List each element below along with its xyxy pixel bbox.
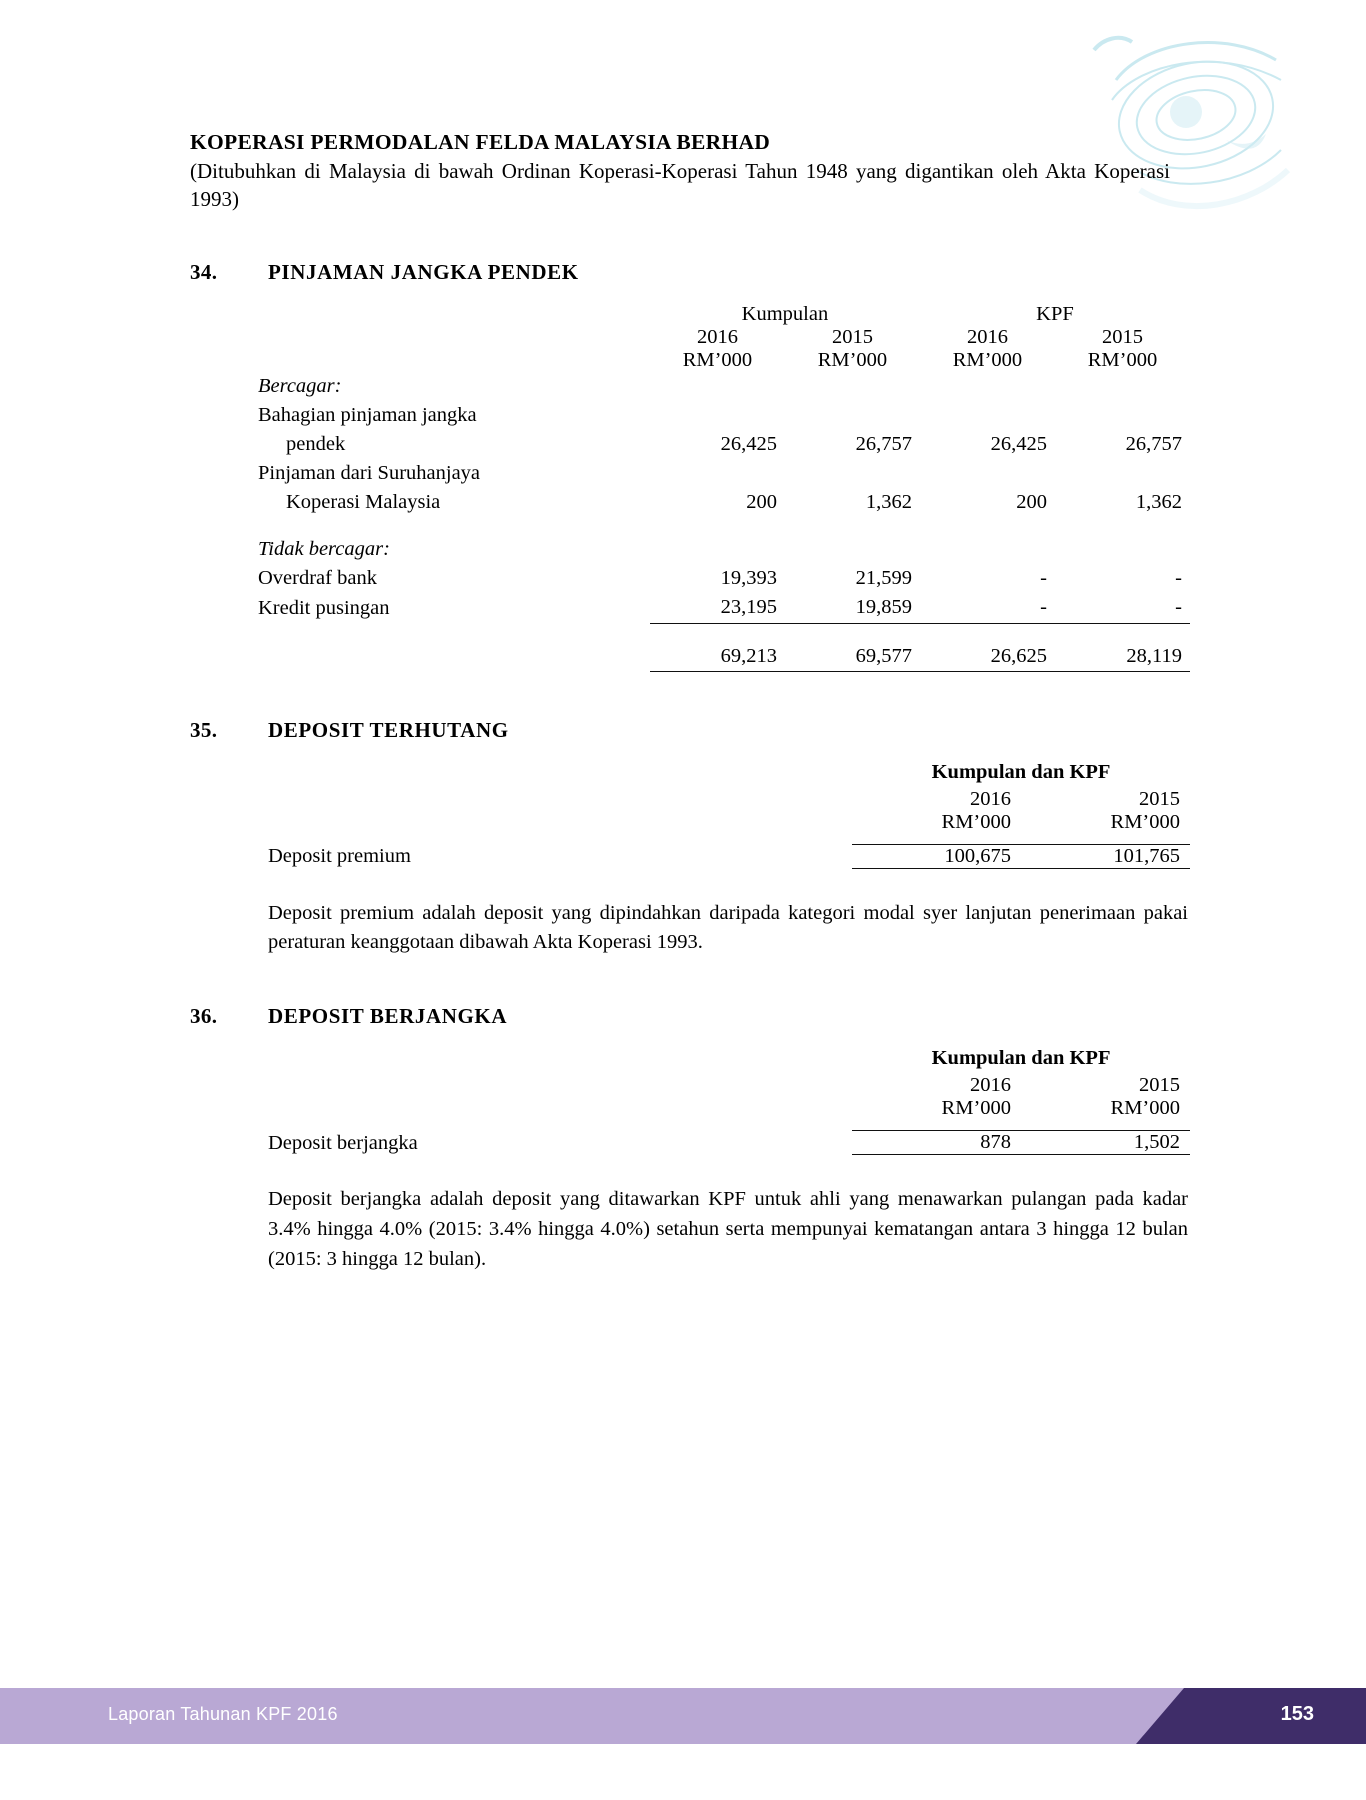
- deposit-premium-label: Deposit premium: [268, 845, 411, 868]
- total-row: [190, 642, 1190, 672]
- empty-cell: [190, 623, 650, 642]
- table-row: [190, 1131, 1190, 1155]
- empty-cell: [785, 517, 920, 535]
- year-header-4: 2015: [1101, 325, 1143, 348]
- year-header-2: 2015: [1139, 1074, 1180, 1097]
- row-3-value-1: 19,393: [720, 567, 777, 590]
- deposit-berjangka-value-2015: 1,502: [1021, 1131, 1190, 1155]
- table-row: [190, 459, 1190, 488]
- empty-cell: [1055, 517, 1190, 535]
- year-header-2: 2015: [831, 325, 873, 348]
- year-header-1: 2016: [970, 787, 1012, 810]
- row-1-label-line1: Bahagian pinjaman jangka: [258, 403, 477, 426]
- year-header-1: 2016: [696, 325, 738, 348]
- empty-cell: [190, 642, 650, 672]
- row-4-label: Kredit pusingan: [258, 596, 390, 619]
- empty-cell: [785, 372, 920, 401]
- note-35: [190, 718, 1190, 958]
- table-header-year-row: [190, 788, 1190, 811]
- row-4-value-1: 23,195: [650, 593, 785, 623]
- empty-cell: [190, 834, 852, 845]
- unit-header-2: RM’000: [1110, 810, 1180, 833]
- deposit-premium-value-2016: 100,675: [852, 844, 1021, 868]
- spacer-row: [190, 517, 1190, 535]
- table-row: [190, 430, 1190, 459]
- row-2-label-line1: Pinjaman dari Suruhanjaya: [258, 462, 481, 485]
- total-value-4: 28,119: [1055, 642, 1190, 672]
- group-header-kpf: KPF: [1036, 302, 1074, 325]
- note-34-number: 34.: [190, 259, 218, 284]
- empty-cell: [920, 459, 1055, 488]
- empty-cell: [190, 1120, 852, 1131]
- year-header-2: 2015: [1139, 787, 1180, 810]
- total-value-2: 69,577: [785, 642, 920, 672]
- note-36-number: 36.: [190, 1004, 218, 1029]
- table-header-group-row: [190, 303, 1190, 326]
- unit-header-1: RM’000: [941, 810, 1012, 833]
- table-header-group-row: [190, 761, 1190, 788]
- total-value-1: 69,213: [650, 642, 785, 672]
- note-35-number: 35.: [190, 717, 218, 742]
- empty-cell: [920, 535, 1055, 564]
- empty-cell: [650, 517, 785, 535]
- empty-cell: [852, 1120, 1021, 1131]
- empty-cell: [650, 459, 785, 488]
- group-header-kumpulan-dan-kpf: Kumpulan dan KPF: [931, 760, 1111, 783]
- row-1-value-1: 26,425: [720, 432, 777, 455]
- unit-header-3: RM’000: [952, 348, 1023, 371]
- row-3-value-2: 21,599: [855, 567, 912, 590]
- spacer-row: [190, 623, 1190, 642]
- year-header-1: 2016: [970, 1074, 1012, 1097]
- table-header-group-row: [190, 1047, 1190, 1074]
- row-2-value-4: 1,362: [1135, 491, 1182, 514]
- row-2-value-1: 200: [746, 491, 777, 514]
- note-35-title: DEPOSIT TERHUTANG: [268, 717, 509, 742]
- total-value-3: 26,625: [920, 642, 1055, 672]
- spacer-row: [190, 834, 1190, 845]
- empty-cell: [190, 811, 852, 834]
- row-1-value-3: 26,425: [990, 432, 1047, 455]
- section-title-row: [190, 535, 1190, 564]
- row-4-value-2: 19,859: [785, 593, 920, 623]
- deposit-berjangka-label: Deposit berjangka: [268, 1131, 418, 1154]
- row-3-value-4: -: [1175, 567, 1182, 590]
- group-header-kumpulan-dan-kpf: Kumpulan dan KPF: [931, 1047, 1111, 1070]
- section-bercagar-title: Bercagar:: [258, 374, 342, 397]
- empty-cell: [1055, 401, 1190, 430]
- empty-cell: [920, 372, 1055, 401]
- empty-cell: [1055, 623, 1190, 642]
- empty-cell: [785, 401, 920, 430]
- table-row: [190, 564, 1190, 593]
- organization-title: KOPERASI PERMODALAN FELDA MALAYSIA BERHAD: [190, 130, 771, 154]
- organization-subtitle: (Ditubuhkan di Malaysia di bawah Ordinan Koperasi-Koperasi Tahun 1948 yang digantikan oleh Akta Koperasi 1993): [190, 159, 1170, 212]
- empty-cell: [650, 623, 785, 642]
- note-34-title: PINJAMAN JANGKA PENDEK: [268, 259, 579, 284]
- empty-cell: [920, 623, 1055, 642]
- empty-cell: [1055, 372, 1190, 401]
- empty-cell: [920, 401, 1055, 430]
- page-number: 153: [1280, 1703, 1314, 1725]
- section-tidak-bercagar-title: Tidak bercagar:: [258, 538, 390, 561]
- empty-cell: [852, 834, 1021, 845]
- empty-cell: [920, 517, 1055, 535]
- row-4-value-3: -: [920, 593, 1055, 623]
- empty-cell: [650, 535, 785, 564]
- row-4-value-4: -: [1055, 593, 1190, 623]
- empty-cell: [1021, 1120, 1190, 1131]
- table-header-year-row: [190, 1074, 1190, 1097]
- section-title-row: [190, 372, 1190, 401]
- row-2-label-line2: Koperasi Malaysia: [286, 491, 441, 514]
- unit-header-1: RM’000: [682, 348, 753, 371]
- page-footer: [0, 1688, 1366, 1744]
- note-35-paragraph: Deposit premium adalah deposit yang dipindahkan daripada kategori modal syer lanjutan penerimaan pakai peraturan keanggotaan dibawah Akta Koperasi 1993.: [268, 901, 1188, 954]
- empty-cell: [785, 459, 920, 488]
- table-row: [190, 844, 1190, 868]
- unit-header-2: RM’000: [817, 348, 888, 371]
- note-36-heading: [190, 1004, 1190, 1029]
- note-35-heading: [190, 718, 1190, 743]
- row-1-value-2: 26,757: [855, 432, 912, 455]
- table-row: [190, 401, 1190, 430]
- year-header-3: 2016: [966, 325, 1008, 348]
- note-36-title: DEPOSIT BERJANGKA: [268, 1004, 508, 1029]
- empty-cell: [190, 761, 852, 788]
- deposit-berjangka-value-2016: 878: [852, 1131, 1021, 1155]
- table-header-year-row: [190, 326, 1190, 349]
- group-header-kumpulan: Kumpulan: [741, 302, 829, 325]
- deposit-premium-value-2015: 101,765: [1021, 844, 1190, 868]
- unit-header-1: RM’000: [941, 1097, 1012, 1120]
- note-36-table: [190, 1047, 1190, 1155]
- note-36: [190, 1004, 1190, 1274]
- note-35-table: [190, 761, 1190, 869]
- empty-cell: [785, 623, 920, 642]
- empty-cell: [1021, 834, 1190, 845]
- table-row: [190, 593, 1190, 623]
- empty-cell: [785, 535, 920, 564]
- row-1-label-line2: pendek: [286, 432, 346, 455]
- row-1-value-4: 26,757: [1125, 432, 1182, 455]
- table-header-unit-row: [190, 1097, 1190, 1120]
- table-header-unit-row: [190, 349, 1190, 372]
- empty-cell: [1055, 535, 1190, 564]
- empty-cell: [190, 349, 650, 372]
- footer-text: Laporan Tahunan KPF 2016: [108, 1704, 338, 1724]
- empty-cell: [1055, 459, 1190, 488]
- spacer-row: [190, 1120, 1190, 1131]
- row-3-value-3: -: [1040, 567, 1047, 590]
- table-row: [190, 488, 1190, 517]
- unit-header-2: RM’000: [1110, 1097, 1180, 1120]
- empty-cell: [190, 303, 650, 326]
- empty-cell: [650, 372, 785, 401]
- page-content: [190, 130, 1190, 1274]
- note-34-heading: [190, 260, 1190, 285]
- table-header-unit-row: [190, 811, 1190, 834]
- empty-cell: [190, 1047, 852, 1074]
- empty-cell: [190, 1074, 852, 1097]
- empty-cell: [190, 788, 852, 811]
- empty-cell: [190, 326, 650, 349]
- empty-cell: [650, 401, 785, 430]
- note-36-paragraph: Deposit berjangka adalah deposit yang ditawarkan KPF untuk ahli yang menawarkan pulangan pada kadar 3.4% hingga 4.0% (2015: 3.4% hingga 4.0%) setahun serta mempunyai kematangan antara 3 hingga 12 bulan (2015: 3 hingga 12 bulan).: [268, 1188, 1188, 1270]
- unit-header-4: RM’000: [1087, 348, 1158, 371]
- row-3-label: Overdraf bank: [258, 567, 377, 590]
- note-34: [190, 260, 1190, 672]
- note-34-table: [190, 303, 1190, 672]
- empty-cell: [190, 1097, 852, 1120]
- row-2-value-3: 200: [1016, 491, 1047, 514]
- empty-cell: [190, 517, 650, 535]
- row-2-value-2: 1,362: [865, 491, 912, 514]
